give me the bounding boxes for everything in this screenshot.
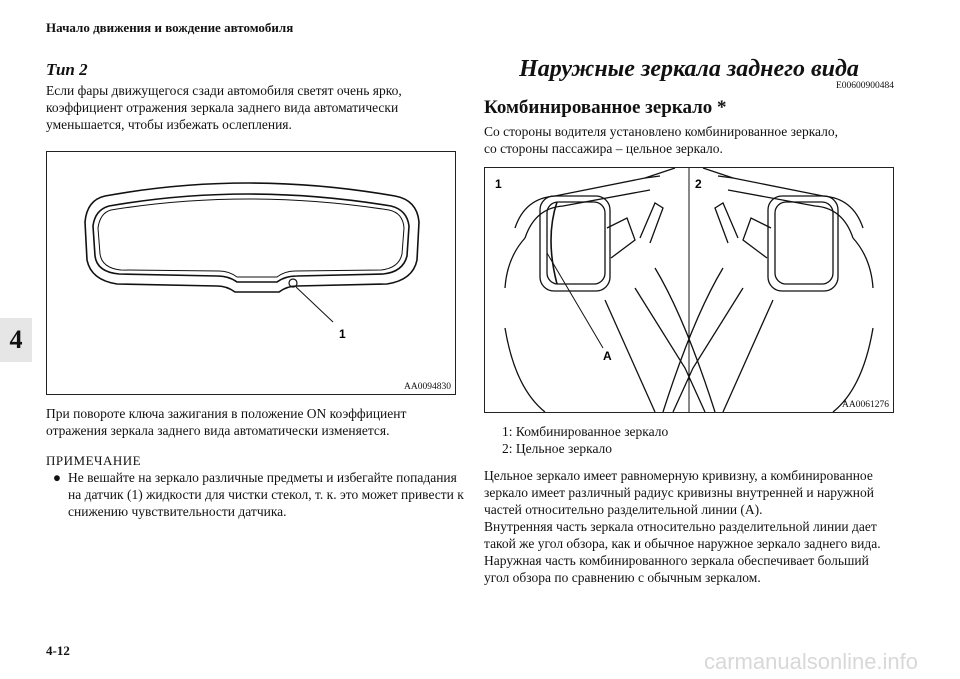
rearview-mirror-illustration [47,152,455,394]
side-mirrors-illustration [485,168,893,412]
figure-code: AA0094830 [404,382,451,392]
note-text: Не вешайте на зеркало различные предметы и избегайте попадания на датчик (1) жидкости для чистки стекол, т. к. это может привести к снижению чувствительности датчика. [68,470,464,519]
inner-part-paragraph: Внутренняя часть зеркала относительно разделительной линии дает такой же угол обзора, как и обычное наружное зеркало заднего вида. [484,519,881,551]
dividing-line-label: A [603,349,612,363]
subsection-title: Комбинированное зеркало * [484,97,727,118]
note-title: ПРИМЕЧАНИЕ [46,453,142,468]
outer-part-paragraph: Наружная часть комбинированного зеркала обеспечивает больший угол обзора по сравнению с обычным зеркалом. [484,553,869,585]
single-mirror-label: 2 [695,177,702,191]
sensor-callout-label: 1 [339,327,346,341]
intro-paragraph: Со стороны водителя установлено комбинированное зеркало, со стороны пассажира – цельное зеркало. [484,124,839,156]
bullet-icon: ● [52,470,62,485]
watermark: carmanualsonline.info [704,649,919,674]
legend-item: 1: Комбинированное зеркало [502,424,669,439]
page-number: 4-12 [46,643,70,658]
legend-item: 2: Цельное зеркало [502,441,613,456]
section-title: Наружные зеркала заднего вида [519,56,859,82]
ignition-paragraph: При повороте ключа зажигания в положение ON коэффициент отражения зеркала заднего вида автоматически изменяется. [46,406,407,438]
combined-mirror-label: 1 [495,177,502,191]
left-column [46,60,466,520]
intro-paragraph: Если фары движущегося сзади автомобиля светят очень ярко, коэффициент отражения зеркала заднего вида автоматически уменьшается, чтобы избежать ослепления. [46,83,402,132]
rearview-mirror-figure [46,151,456,395]
running-header: Начало движения и вождение автомобиля [46,20,294,35]
figure-legend [484,423,894,457]
right-column [484,56,894,586]
side-mirrors-figure [484,167,894,413]
note-item [46,469,466,520]
section-reference-code: E00600900484 [835,81,894,91]
chapter-tab: 4 [0,318,32,362]
curvature-paragraph: Цельное зеркало имеет равномерную кривизну, а комбинированное зеркало имеет различный радиус кривизны внутренней и наружной частей относительно разделительной линии (A). [484,468,874,517]
figure-code: AA0061276 [842,400,889,410]
type-subtitle: Тип 2 [46,60,88,79]
